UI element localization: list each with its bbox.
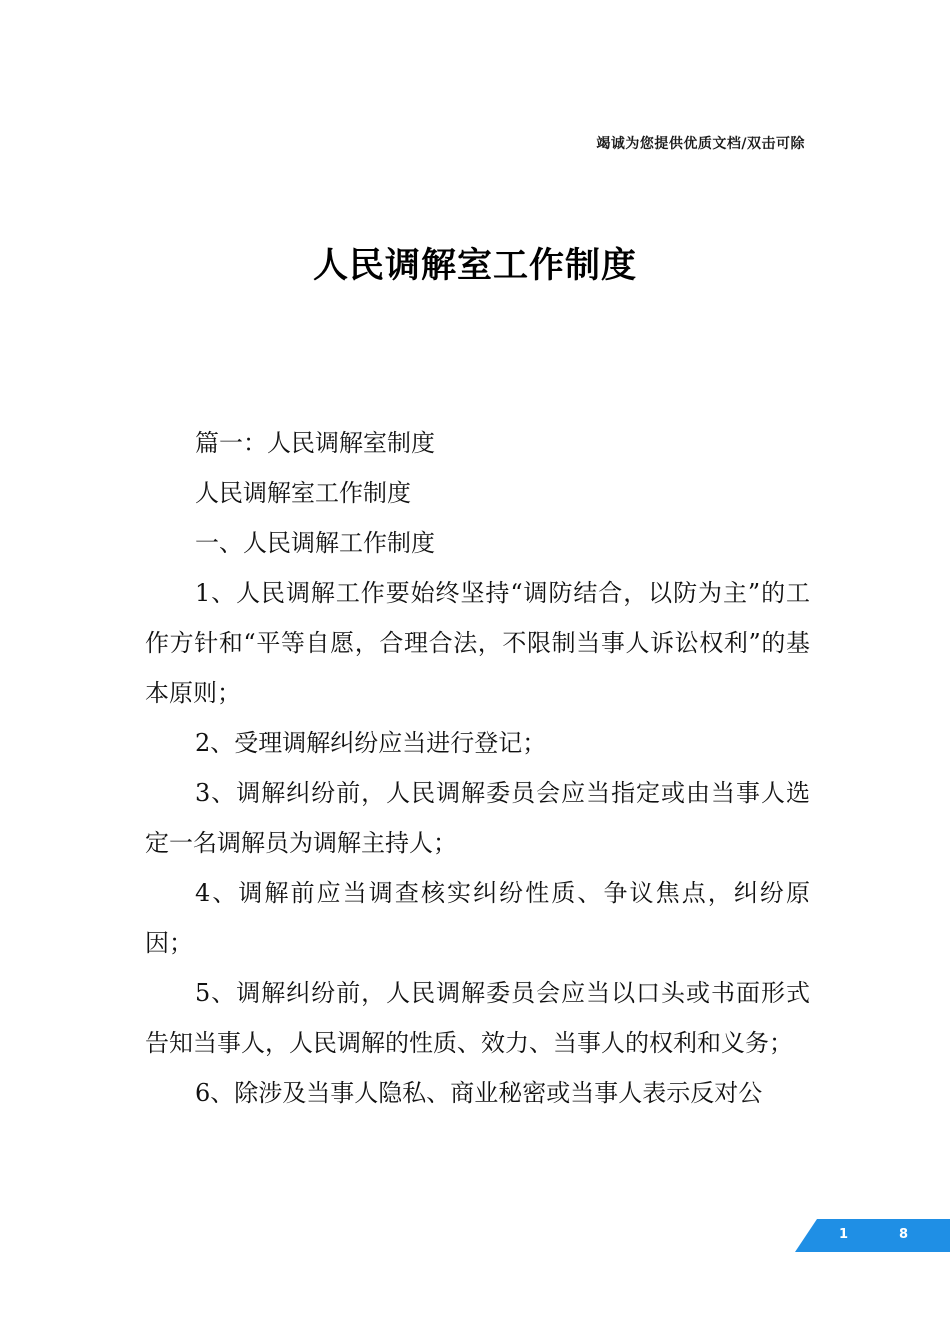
paragraph: 6、除涉及当事人隐私、商业秘密或当事人表示反对公 [195, 1079, 763, 1107]
document-title: 人民调解室工作制度 [312, 246, 637, 286]
paragraph: 3、调解纠纷前，人民调解委员会应当指定或由当事人选定一名调解员为调解主持人； [145, 779, 810, 857]
paragraph: 4、调解前应当调查核实纠纷性质、争议焦点，纠纷原因； [145, 879, 810, 957]
page-total: 8 [899, 1227, 909, 1242]
page-badge-shape [795, 1219, 950, 1252]
paragraph: 2、受理调解纠纷应当进行登记； [195, 729, 547, 757]
page-number-badge [795, 1219, 950, 1252]
paragraph: 人民调解室工作制度 [195, 479, 411, 507]
document-body [145, 418, 810, 1118]
paragraph: 一、人民调解工作制度 [195, 529, 435, 557]
paragraph: 篇一：人民调解室制度 [195, 429, 435, 457]
header-note: 竭诚为您提供优质文档/双击可除 [596, 136, 805, 152]
page-current: 1 [839, 1227, 849, 1242]
paragraph: 1、人民调解工作要始终坚持“调防结合，以防为主”的工作方针和“平等自愿，合理合法，不限制当事人诉讼权利”的基本原则； [145, 579, 810, 707]
paragraph: 5、调解纠纷前，人民调解委员会应当以口头或书面形式告知当事人，人民调解的性质、效力、当事人的权利和义务； [145, 979, 810, 1057]
